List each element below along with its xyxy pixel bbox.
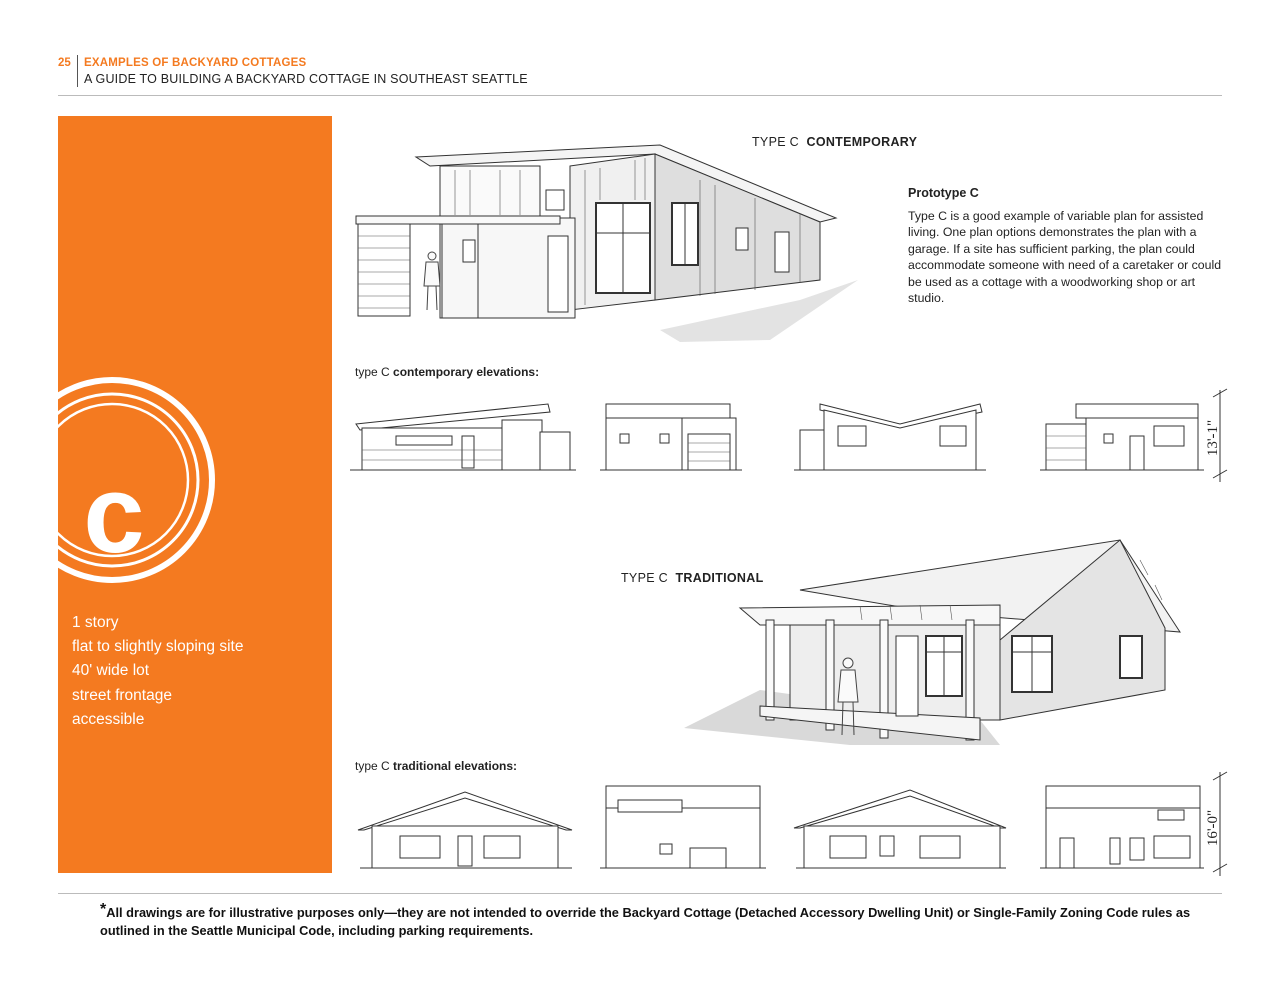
elevations-bold: traditional elevations: (393, 759, 518, 773)
elevations-bold: contemporary elevations: (393, 365, 540, 379)
page-number: 25 (58, 57, 71, 69)
traditional-elevation-3 (794, 790, 1006, 868)
footer-rule (58, 893, 1222, 894)
footnote-star: * (100, 901, 107, 918)
feature-item: 1 story (72, 614, 119, 631)
traditional-elevation-2 (600, 786, 766, 868)
feature-item: accessible (72, 710, 145, 728)
footnote-text: All drawings are for illustrative purposes only—they are not intended to override the Backyard Cottage (Detached Accessory Dwelling Unit) or Single-Family Zoning Code rules as outlined in the Seattle Municipal Code, including parking requirements. (100, 905, 1191, 938)
traditional-elevation-1 (358, 792, 572, 868)
type-name: CONTEMPORARY (806, 135, 918, 149)
guide-subtitle: A GUIDE TO BUILDING A BACKYARD COTTAGE IN SOUTHEAST SEATTLE (84, 72, 528, 86)
height-dimension-text: 16'-0" (1205, 809, 1221, 847)
traditional-elevation-4 (1040, 786, 1204, 868)
section-title: EXAMPLES OF BACKYARD COTTAGES (84, 57, 307, 69)
type-prefix: TYPE C (752, 135, 799, 149)
type-letter: c (83, 453, 145, 576)
type-name: TRADITIONAL (675, 571, 764, 585)
disclaimer-footnote (100, 901, 1210, 940)
elevations-prefix: type C (355, 759, 390, 773)
prototype-description: Type C is a good example of variable plan for assisted living. One plan options demonstrates the plan with a garage. If a site has sufficient parking, the plan could accommodate someone with need of a caretaker or could be used as a cottage with a woodworking shop or art studio. (908, 209, 1222, 306)
feature-item: 40' wide lot (72, 662, 150, 680)
feature-item: street frontage (72, 686, 172, 704)
prototype-title: Prototype C (908, 186, 979, 200)
elevations-prefix: type C (355, 365, 390, 379)
type-prefix: TYPE C (621, 571, 668, 585)
feature-item: flat to slightly sloping site (72, 638, 244, 656)
height-dimension-text: 13'-1" (1205, 419, 1221, 457)
